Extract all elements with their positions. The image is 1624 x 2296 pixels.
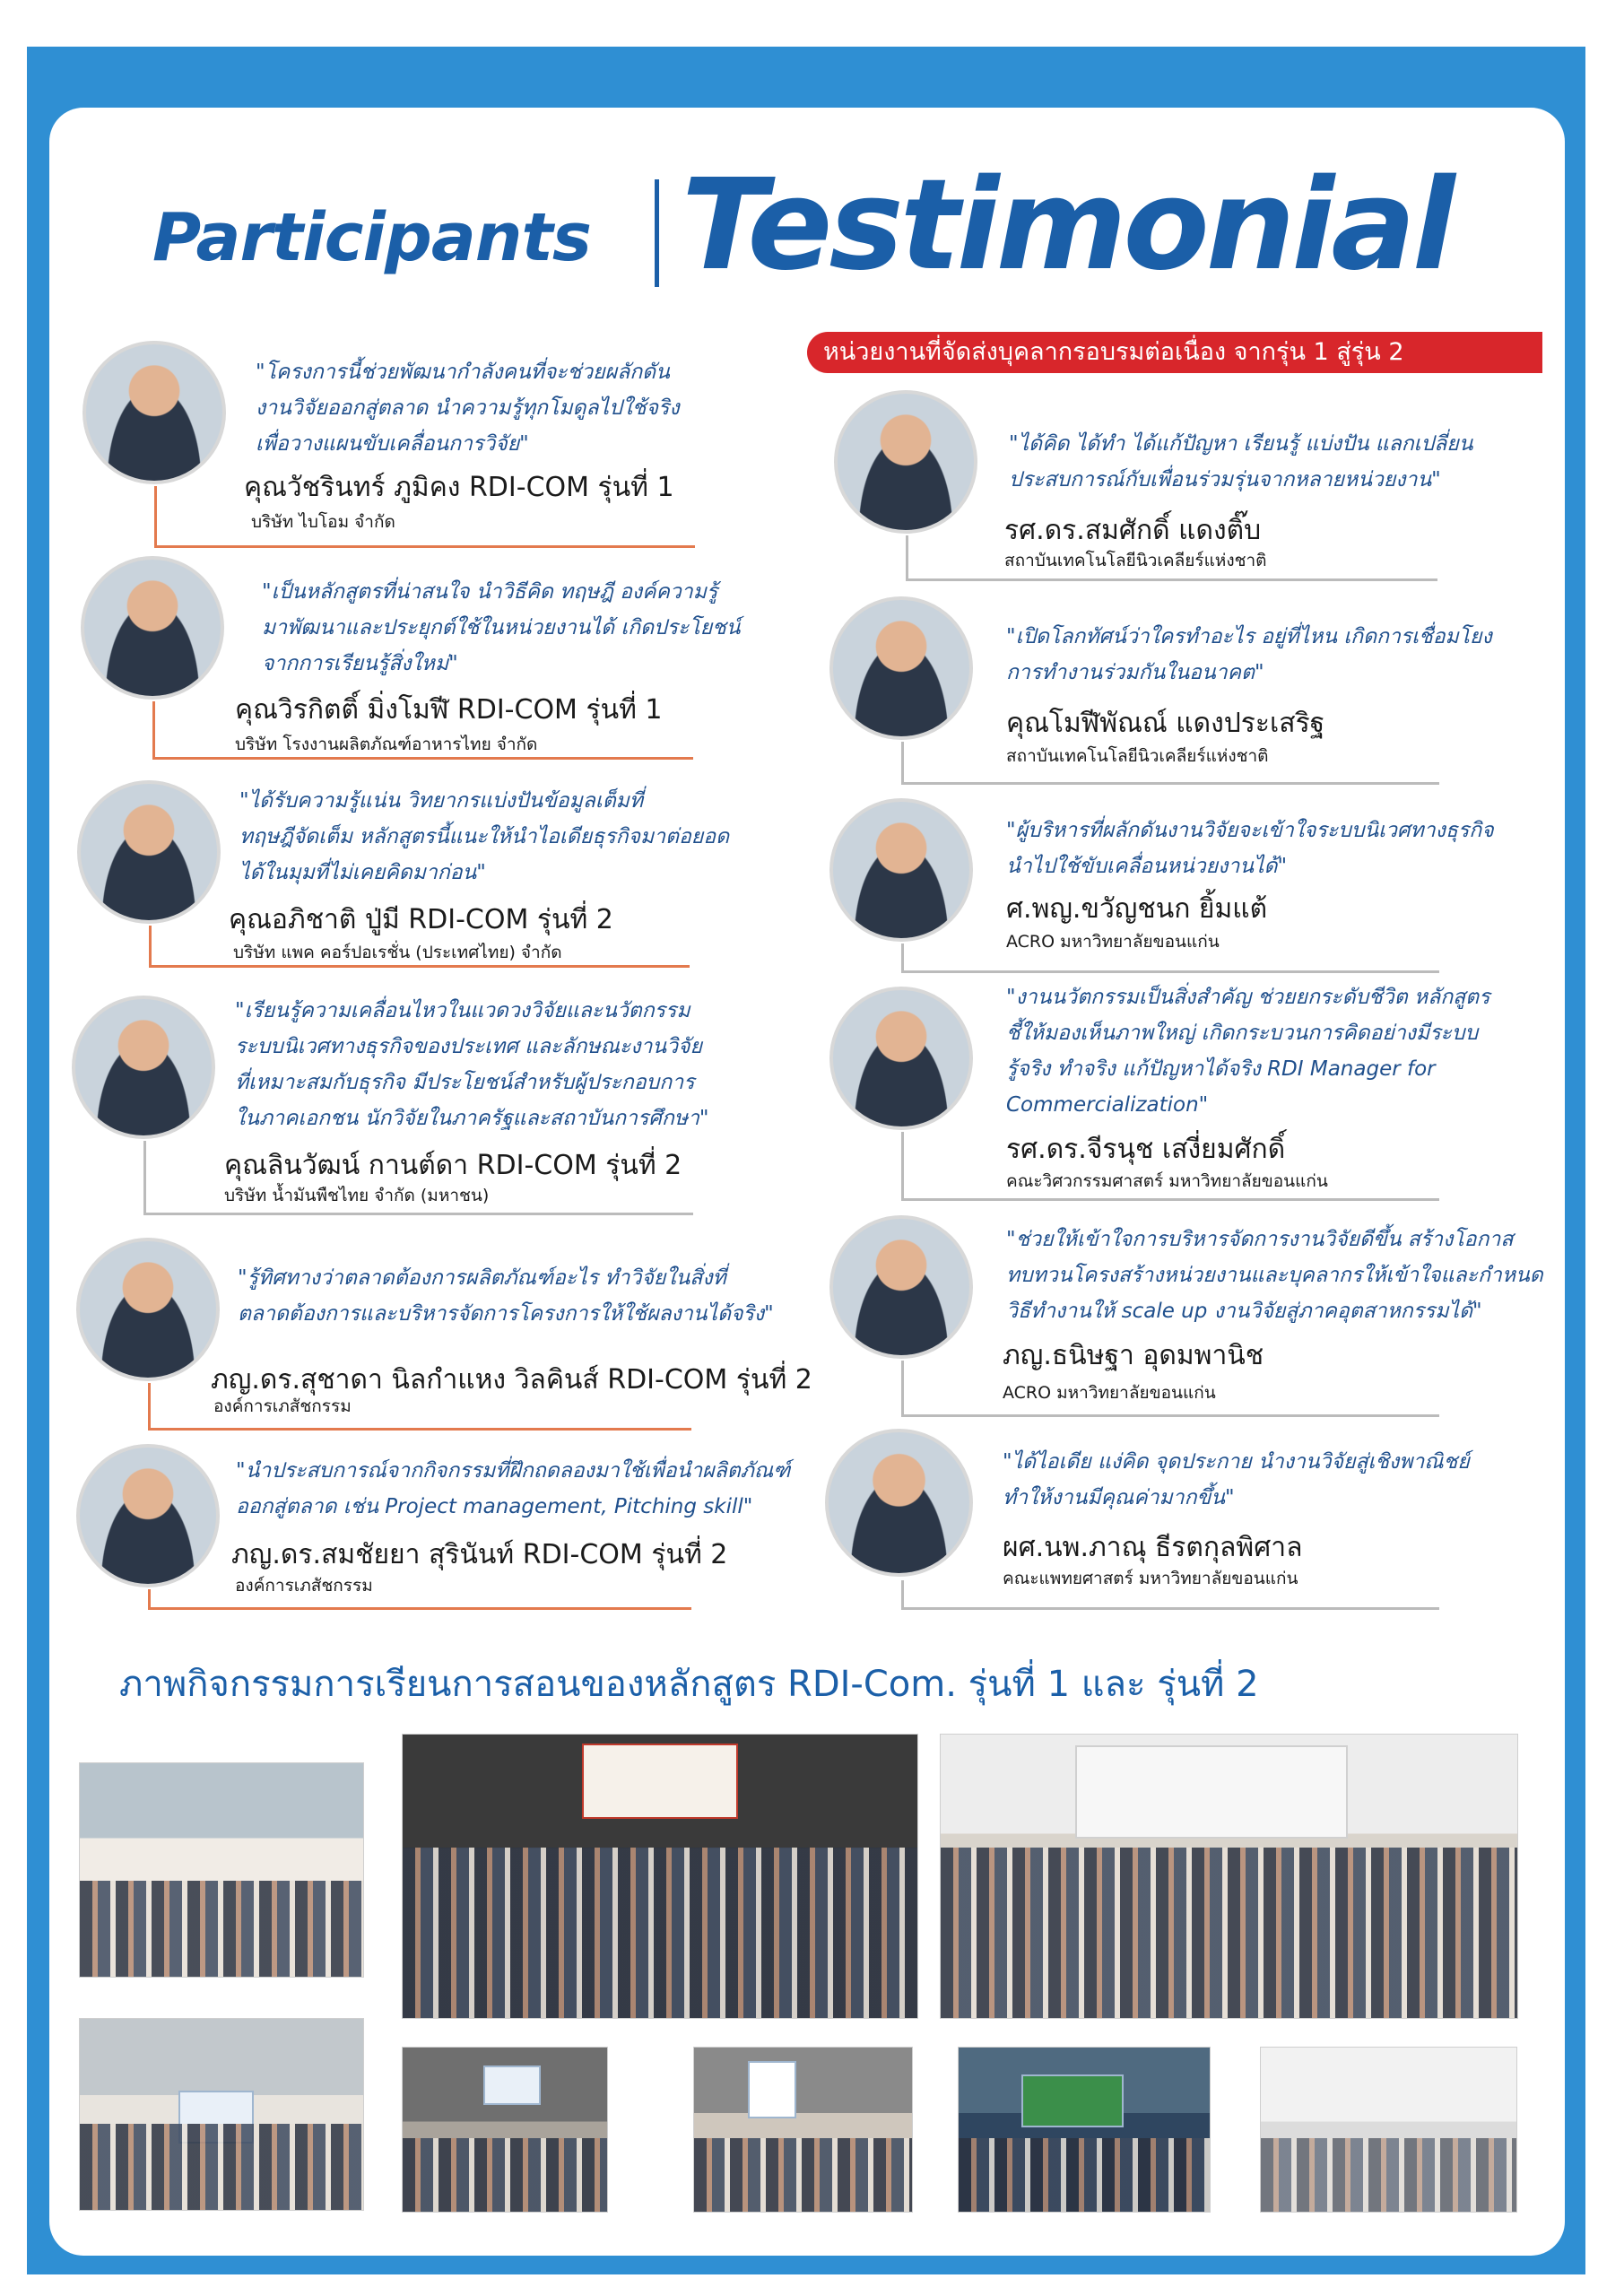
testimonial-org: บริษัท ไบโอม จำกัด bbox=[251, 512, 395, 532]
testimonial-name: ภญ.ธนิษฐา อุดมพานิช bbox=[1003, 1340, 1264, 1371]
avatar bbox=[829, 1215, 973, 1359]
connector-line bbox=[901, 1580, 1439, 1610]
testimonial-name: รศ.ดร.จีรนุช เสงี่ยมศักดิ์ bbox=[1006, 1134, 1286, 1165]
testimonial-org: สถาบันเทคโนโลยีนิวเคลียร์แห่งชาติ bbox=[1004, 551, 1267, 570]
testimonial-quote: "ได้รับความรู้แน่น วิทยากรแบ่งปันข้อมูลเต็มที่ ทฤษฎีจัดเต็ม หลักสูตรนี้แนะให้นำไอเดียธุรกิจมาต่อยอด ได้ในมุมที่ไม่เคยคิดมาก่อน" bbox=[239, 789, 730, 884]
activity-photo bbox=[79, 1762, 364, 1978]
testimonial-quote: "โครงการนี้ช่วยพัฒนากำลังคนที่จะช่วยผลักดัน งานวิจัยออกสู่ตลาด นำความรู้ทุกโมดูลไปใช้จริง เพื่อวางแผนขับเคลื่อนการวิจัย" bbox=[256, 361, 680, 456]
avatar bbox=[76, 1238, 220, 1381]
gallery-title: ภาพกิจกรรมการเรียนการสอนของหลักสูตร RDI-Com. รุ่นที่ 1 และ รุ่นที่ 2 bbox=[119, 1664, 1259, 1705]
testimonial-org: คณะวิศวกรรมศาสตร์ มหาวิทยาลัยขอนแก่น bbox=[1006, 1171, 1328, 1191]
testimonial-quote: "ได้คิด ได้ทำ ได้แก้ปัญหา เรียนรู้ แบ่งปัน แลกเปลี่ยน ประสบการณ์กับเพื่อนร่วมรุ่นจากหลายหน่วยงาน" bbox=[1009, 432, 1473, 491]
testimonial-name: ภญ.ดร.สมชัยยา สุรินันท์ RDI-COM รุ่นที่ 2 bbox=[231, 1539, 728, 1570]
testimonial-org: ACRO มหาวิทยาลัยขอนแก่น bbox=[1006, 932, 1220, 952]
title-divider bbox=[655, 179, 659, 287]
avatar bbox=[829, 987, 973, 1130]
connector-line bbox=[901, 1361, 1439, 1417]
connector-line bbox=[148, 1589, 691, 1610]
connector-line bbox=[148, 1383, 691, 1431]
testimonial-name: ผศ.นพ.ภาณุ ธีรตกุลพิศาล bbox=[1003, 1532, 1303, 1563]
testimonial-org: บริษัท โรงงานผลิตภัณฑ์อาหารไทย จำกัด bbox=[235, 735, 538, 754]
activity-photo bbox=[940, 1734, 1518, 2019]
connector-line bbox=[901, 1132, 1439, 1201]
avatar bbox=[83, 341, 226, 484]
avatar bbox=[72, 996, 215, 1139]
connector-line bbox=[906, 535, 1437, 581]
activity-photo bbox=[1260, 2047, 1517, 2213]
testimonial-quote: "ผู้บริหารที่ผลักดันงานวิจัยจะเข้าใจระบบนิเวศทางธุรกิจ นำไปใช้ขับเคลื่อนหน่วยงานได้" bbox=[1006, 819, 1494, 878]
testimonial-quote: "เรียนรู้ความเคลื่อนไหวในแวดวงวิจัยและนวัตกรรม ระบบนิเวศทางธุรกิจของประเทศ และลักษณะงานวิจัย ที่เหมาะสมกับธุรกิจ มีประโยชน์สำหรับผู้ประกอบการ ในภาคเอกชน นักวิจัยในภาครัฐและสถาบันการศึกษา" bbox=[235, 999, 709, 1130]
title-testimonial: Testimonial bbox=[682, 152, 1452, 299]
testimonial-org: บริษัท แพค คอร์ปอเรชั่น (ประเทศไทย) จำกัด bbox=[233, 943, 562, 962]
testimonial-name: คุณวิรกิตติ์ มิ่งโมฬี RDI-COM รุ่นที่ 1 bbox=[235, 694, 663, 726]
testimonial-quote: "เปิดโลกทัศน์ว่าใครทำอะไร อยู่ที่ไหน เกิดการเชื่อมโยง การทำงานร่วมกันในอนาคต" bbox=[1006, 625, 1492, 684]
testimonial-org: บริษัท น้ำมันพืชไทย จำกัด (มหาชน) bbox=[224, 1186, 490, 1205]
continuing-units-banner: หน่วยงานที่จัดส่งบุคลากรอบรมต่อเนื่อง จากรุ่น 1 สู่รุ่น 2 bbox=[807, 332, 1542, 373]
testimonial-org: สถาบันเทคโนโลยีนิวเคลียร์แห่งชาติ bbox=[1006, 746, 1269, 766]
activity-photo bbox=[402, 1734, 918, 2019]
testimonial-quote: "งานนวัตกรรมเป็นสิ่งสำคัญ ช่วยยกระดับชีวิต หลักสูตร ชี้ให้มองเห็นภาพใหญ่ เกิดกระบวนการคิดอย่างมีระบบ รู้จริง ทำจริง แก้ปัญหาได้จริง RDI Manager for Commercialization" bbox=[1006, 986, 1490, 1117]
avatar bbox=[829, 798, 973, 942]
testimonial-org: คณะแพทยศาสตร์ มหาวิทยาลัยขอนแก่น bbox=[1003, 1569, 1298, 1588]
avatar bbox=[76, 1444, 220, 1587]
testimonial-org: องค์การเภสัชกรรม bbox=[213, 1396, 352, 1416]
title-participants: Participants bbox=[152, 199, 591, 276]
testimonial-quote: "ช่วยให้เข้าใจการบริหารจัดการงานวิจัยดีขึ้น สร้างโอกาส ทบทวนโครงสร้างหน่วยงานและบุคลากรให้เข้าใจและกำหนด วิธีทำงานให้ scale up งานวิจัยสู่ภาคอุตสาหกรรมได้" bbox=[1006, 1228, 1543, 1323]
connector-line bbox=[143, 1141, 693, 1215]
testimonial-name: คุณวัชรินทร์ ภูมิคง RDI-COM รุ่นที่ 1 bbox=[244, 472, 674, 503]
connector-line bbox=[901, 742, 1439, 785]
testimonial-org: องค์การเภสัชกรรม bbox=[235, 1576, 373, 1596]
avatar bbox=[829, 596, 973, 740]
connector-line bbox=[152, 701, 693, 760]
testimonial-name: รศ.ดร.สมศักดิ์ แดงติ๊บ bbox=[1004, 515, 1262, 546]
activity-photo bbox=[693, 2047, 913, 2213]
connector-line bbox=[154, 486, 695, 548]
avatar bbox=[81, 556, 224, 700]
avatar bbox=[834, 390, 977, 534]
testimonial-name: คุณโมฬีพัณณ์ แดงประเสริฐ bbox=[1006, 708, 1325, 739]
testimonial-name: คุณลินวัฒน์ กานต์ดา RDI-COM รุ่นที่ 2 bbox=[224, 1150, 682, 1181]
activity-photo bbox=[402, 2047, 608, 2213]
testimonial-name: ศ.พญ.ขวัญชนก ยิ้มแต้ bbox=[1006, 893, 1268, 925]
activity-photo bbox=[79, 2018, 364, 2211]
testimonial-quote: "รู้ทิศทางว่าตลาดต้องการผลิตภัณฑ์อะไร ทำวิจัยในสิ่งที่ ตลาดต้องการและบริหารจัดการโครงการให้ใช้ผลงานได้จริง" bbox=[238, 1266, 774, 1326]
testimonial-name: คุณอภิชาติ ปู่มี RDI-COM รุ่นที่ 2 bbox=[229, 904, 613, 935]
connector-line bbox=[901, 944, 1439, 973]
activity-photo bbox=[958, 2047, 1211, 2213]
connector-line bbox=[149, 926, 690, 968]
avatar bbox=[77, 780, 221, 924]
testimonial-name: ภญ.ดร.สุชาดา นิลกำแหง วิลคินส์ RDI-COM รุ่นที่ 2 bbox=[211, 1364, 812, 1396]
avatar bbox=[825, 1429, 973, 1577]
testimonial-org: ACRO มหาวิทยาลัยขอนแก่น bbox=[1003, 1383, 1216, 1403]
testimonial-quote: "เป็นหลักสูตรที่น่าสนใจ นำวิธีคิด ทฤษฎี องค์ความรู้ มาพัฒนาและประยุกต์ใช้ในหน่วยงานได้ เกิดประโยชน์ จากการเรียนรู้สิ่งใหม่" bbox=[262, 580, 741, 675]
testimonial-quote: "ได้ไอเดีย แง่คิด จุดประกาย นำงานวิจัยสู่เชิงพาณิชย์ ทำให้งานมีคุณค่ามากขึ้น" bbox=[1003, 1450, 1470, 1509]
testimonial-quote: "นำประสบการณ์จากกิจกรรมที่ฝึกถดลองมาใช้เพื่อนำผลิตภัณฑ์ ออกสู่ตลาด เช่น Project management, Pitching skill" bbox=[236, 1459, 791, 1518]
